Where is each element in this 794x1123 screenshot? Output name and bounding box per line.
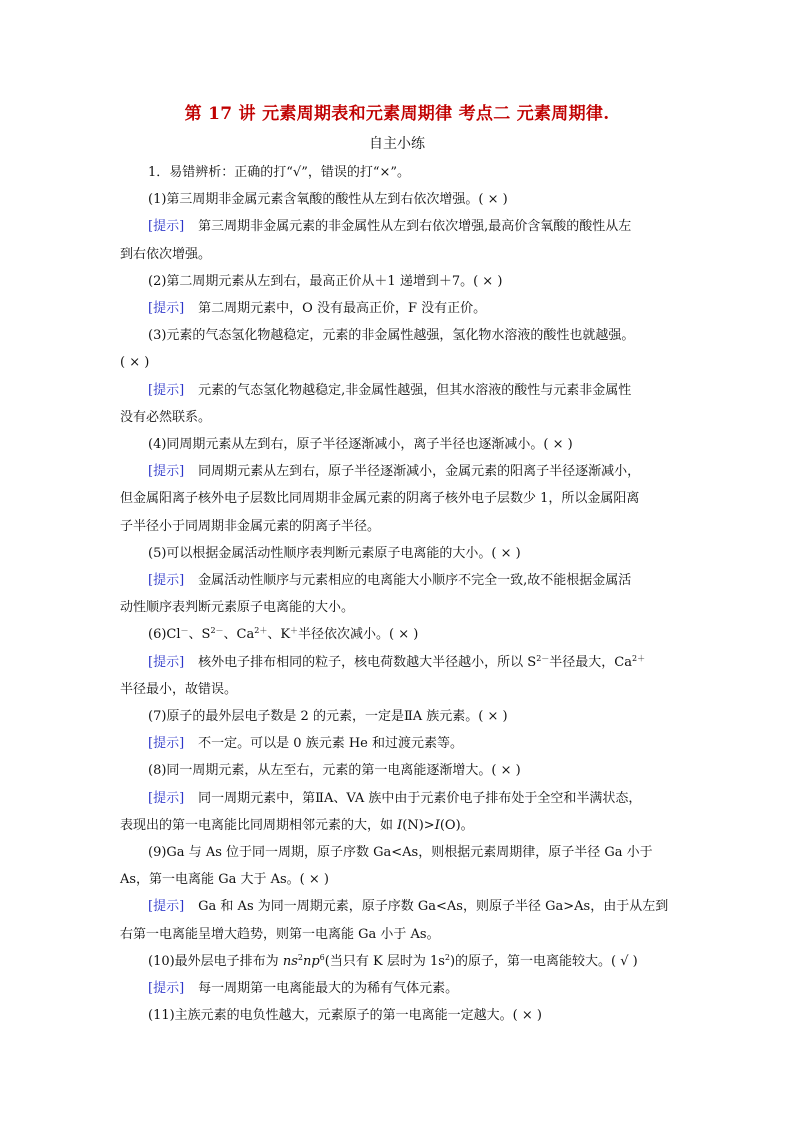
exercise-body — [120, 159, 676, 1030]
hint-label: [提示] — [148, 382, 185, 398]
question-3-cont: ( × ) — [120, 355, 150, 371]
question-9: (9)Ga 与 As 位于同一周期，原子序数 Ga<As，则根据元素周期律，原子半径 Ga 小于 — [148, 845, 653, 861]
text-run: )的原子，第一电离能较大。( √ ) — [449, 953, 638, 969]
hint-label: [提示] — [148, 219, 185, 235]
page-title: 第 17 讲 元素周期表和元素周期律 考点二 元素周期律. — [184, 104, 610, 124]
superscript: 2＋ — [632, 653, 646, 663]
text-run: 、Ca — [223, 627, 255, 643]
hint-text: 不一定。可以是 0 族元素 He 和过渡元素等。 — [198, 736, 463, 752]
hint-label: [提示] — [148, 464, 185, 480]
question-6 — [120, 621, 676, 648]
text-run: 半径依次减小。( × ) — [298, 627, 419, 643]
hint-text — [120, 812, 676, 839]
text-run: (N)> — [402, 817, 435, 833]
hint-label: [提示] — [148, 654, 185, 670]
superscript: 6 — [319, 952, 325, 962]
superscript: 2－ — [536, 653, 550, 663]
hint-label: [提示] — [148, 899, 185, 915]
hint-text: 子半径小于同周期非金属元素的阴离子半径。 — [120, 518, 381, 534]
superscript: 2 — [444, 952, 450, 962]
text-run: 表现出的第一电离能比同周期相邻元素的大，如 — [120, 817, 398, 833]
question-3: (3)元素的气态氢化物越稳定，元素的非金属性越强，氢化物水溶液的酸性也就越强。 — [148, 328, 635, 344]
question-8: (8)同一周期元素，从左至右，元素的第一电离能逐渐增大。( × ) — [148, 763, 521, 779]
text-run: 核外电子排布相同的粒子，核电荷数越大半径越小，所以 S — [198, 654, 537, 670]
hint-text: 动性顺序表判断元素原子电离能的大小。 — [120, 600, 355, 616]
hint-text: 第三周期非金属元素的非金属性从左到右依次增强,最高价含氧酸的酸性从左 — [198, 219, 632, 235]
superscript: － — [180, 626, 189, 636]
question-9-cont: As，第一电离能 Ga 大于 As。( × ) — [120, 872, 329, 888]
italic-run: I — [434, 817, 440, 833]
italic-run: np — [302, 953, 320, 969]
hint-text: 元素的气态氢化物越稳定,非金属性越强，但其水溶液的酸性与元素非金属性 — [198, 382, 632, 398]
hint-label: [提示] — [148, 301, 185, 317]
superscript: 2－ — [210, 626, 224, 636]
question-7: (7)原子的最外层电子数是 2 的元素，一定是ⅡA 族元素。( × ) — [148, 709, 508, 725]
superscript: ＋ — [290, 626, 299, 636]
hint-text: 每一周期第一电离能最大的为稀有气体元素。 — [198, 981, 459, 997]
superscript: 2 — [297, 952, 303, 962]
hint-9 — [120, 893, 676, 920]
hint-6 — [120, 649, 676, 676]
hint-text: 同周期元素从左到右，原子半径逐渐减小，金属元素的阳离子半径逐渐减小， — [198, 464, 641, 480]
hint-text: 同一周期元素中，第ⅡA、VA 族中由于元素价电子排布处于全空和半满状态， — [198, 790, 642, 806]
hint-text: 但金属阳离子核外电子层数比同周期非金属元素的阴离子核外电子层数少 1，所以金属阳离 — [120, 491, 640, 507]
hint-text: 没有必然联系。 — [120, 409, 212, 425]
question-2: (2)第二周期元素从左到右，最高正价从＋1 递增到＋7。( × ) — [148, 273, 503, 289]
hint-text: 到右依次增强。 — [120, 246, 212, 262]
superscript: 2＋ — [254, 626, 268, 636]
text-run: (当只有 K 层时为 1s — [324, 953, 445, 969]
hint-label: [提示] — [148, 790, 185, 806]
italic-run: I — [397, 817, 403, 833]
hint-4 — [120, 458, 676, 485]
text-run: (O)。 — [439, 817, 474, 833]
text-run: (6)Cl — [148, 627, 181, 643]
italic-run: ns — [282, 953, 298, 969]
text-run: 、K — [267, 627, 291, 643]
hint-5 — [120, 567, 676, 594]
hint-text: 金属活动性顺序与元素相应的电离能大小顺序不完全一致,故不能根据金属活 — [198, 573, 632, 589]
hint-label: [提示] — [148, 736, 185, 752]
hint-2 — [120, 295, 676, 322]
exercise-intro: 1．易错辨析：正确的打“√”，错误的打“×”。 — [148, 165, 411, 180]
text-run: 半径最大，Ca — [549, 654, 632, 670]
hint-1 — [120, 213, 676, 240]
hint-text: 右第一电离能呈增大趋势，则第一电离能 Ga 小于 As。 — [120, 926, 440, 942]
hint-label: [提示] — [148, 981, 185, 997]
question-1: (1)第三周期非金属元素含氧酸的酸性从左到右依次增强。( × ) — [148, 192, 508, 208]
hint-text: 半径最小，故错误。 — [120, 681, 238, 697]
hint-text: 第二周期元素中，O 没有最高正价，F 没有正价。 — [198, 301, 487, 317]
hint-8 — [120, 785, 676, 812]
section-subtitle: 自主小练 — [369, 136, 425, 152]
question-5: (5)可以根据金属活动性顺序表判断元素原子电离能的大小。( × ) — [148, 545, 521, 561]
hint-3 — [120, 377, 676, 404]
text-run: (10)最外层电子排布为 — [148, 953, 283, 969]
hint-10 — [120, 975, 676, 1002]
question-4: (4)同周期元素从左到右，原子半径逐渐减小，离子半径也逐渐减小。( × ) — [148, 437, 573, 453]
text-run: 、S — [188, 627, 211, 643]
hint-7 — [120, 730, 676, 757]
question-11: (11)主族元素的电负性越大，元素原子的第一电离能一定越大。( × ) — [148, 1008, 542, 1024]
hint-label: [提示] — [148, 573, 185, 589]
question-10 — [120, 948, 676, 975]
hint-text: Ga 和 As 为同一周期元素，原子序数 Ga<As，则原子半径 Ga>As，由于从左到 — [198, 899, 669, 915]
